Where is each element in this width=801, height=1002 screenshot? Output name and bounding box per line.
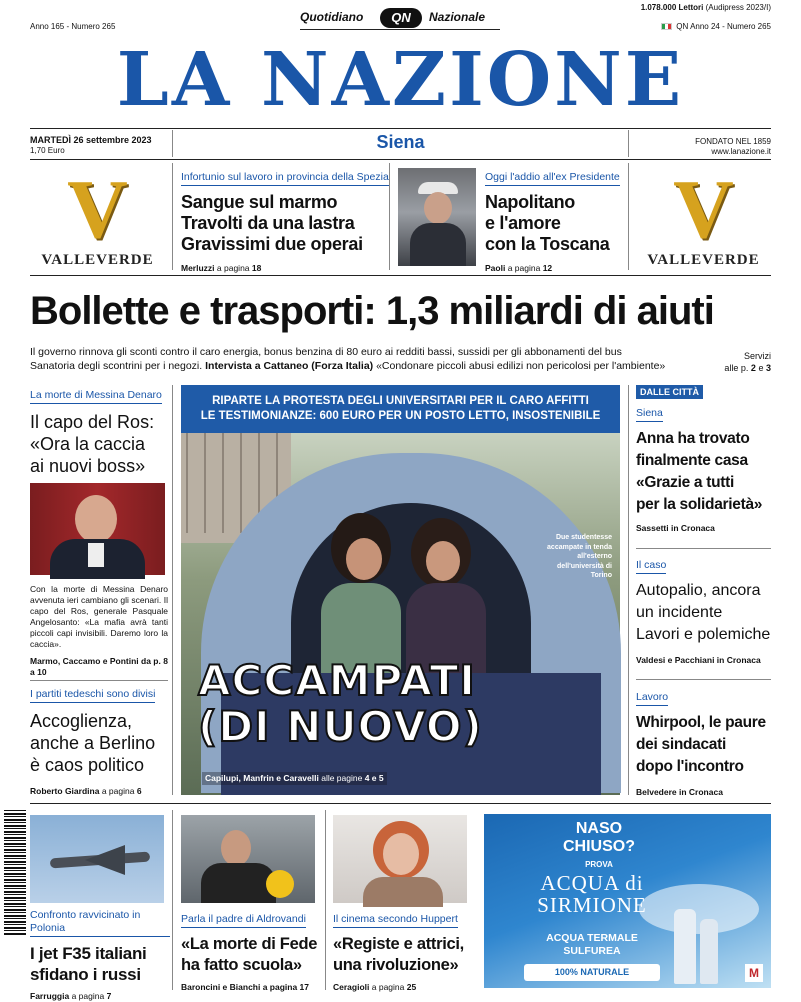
price: 1,70 Euro (30, 146, 65, 155)
flag-icon (661, 23, 672, 30)
story-line3: ai nuovi boss» (30, 456, 146, 476)
newspaper-title: LA NAZIONE (116, 37, 685, 123)
story-line2: un incidente (636, 604, 723, 621)
qn-left: Quotidiano (300, 10, 364, 24)
ad-sub: ACQUA TERMALE SULFUREA (546, 932, 638, 957)
website[interactable]: www.lanazione.it (711, 147, 771, 156)
story-line1: I jet F35 italiani (30, 944, 147, 963)
story-line3: Gravissimi due operai (181, 234, 363, 254)
story-line1: «La morte di Fede (181, 935, 318, 953)
story-credit: Baroncini e Bianchi a pagina 17 (181, 982, 310, 992)
story-kicker: Oggi l'addio all'ex Presidente (485, 171, 620, 186)
ad-prova: PROVA (585, 860, 613, 869)
barcode-icon (4, 810, 26, 935)
ad-brand-logo-icon: M (745, 964, 763, 982)
founded: FONDATO NEL 1859 (695, 137, 771, 146)
story-credit: Roberto Giardina a pagina 6 (30, 786, 142, 796)
story-credit: Belvedere in Cronaca (636, 787, 723, 797)
story-line1: Anna ha trovato (636, 430, 750, 447)
banner-line2: LE TESTIMONIANZE: 600 EURO PER UN POSTO LETTO, INSOSTENIBILE (200, 410, 601, 422)
story-line2: Travolti da una lastra (181, 213, 355, 233)
qn-logo: QN (380, 8, 422, 28)
dalle-citta-badge: DALLE CITTÀ (636, 385, 703, 399)
story-kicker: Il cinema secondo Huppert (333, 913, 458, 928)
story-line1: Il capo del Ros: (30, 412, 155, 432)
story-anna[interactable] (636, 403, 776, 534)
story-kicker: Parla il padre di Aldrovandi (181, 913, 306, 928)
main-headline[interactable]: Bollette e trasporti: 1,3 miliardi di aiuti (30, 289, 714, 333)
huppert-photo (333, 815, 467, 903)
story-credit: Valdesi e Pacchiani in Cronaca (636, 655, 761, 665)
story-line2: ha fatto scuola» (181, 956, 302, 974)
valleverde-ad-left[interactable] (30, 163, 165, 269)
story-line1: «Registe e attrici, (333, 935, 464, 953)
ad-brand: ACQUA di SIRMIONE (537, 871, 647, 917)
valleverde-name: VALLEVERDE (41, 252, 154, 268)
angelosanto-photo (30, 483, 165, 575)
edition: Siena (376, 132, 425, 152)
story-line2: finalmente casa (636, 452, 748, 469)
story-f35[interactable] (30, 909, 170, 1002)
story-line3: Lavori e polemiche (636, 626, 771, 643)
story-line2: dei sindacati (636, 736, 726, 753)
valleverde-name: VALLEVERDE (647, 252, 760, 268)
tent-photo-caption: Due studentesse accampate in tenda all'esterno dell'università di Torino (547, 534, 612, 579)
protest-banner[interactable] (181, 385, 620, 433)
qn-right: Nazionale (429, 10, 486, 24)
story-kicker: I partiti tedeschi sono divisi (30, 688, 155, 703)
story-line1: Accoglienza, (30, 711, 133, 731)
main-pages: Servizi alle p. 2 e 3 (724, 351, 771, 373)
story-credit: Paoli a pagina 12 (485, 263, 553, 273)
story-kicker: Confronto ravvicinato in Polonia (30, 909, 170, 937)
story-huppert[interactable] (333, 909, 478, 993)
accampati-headline[interactable]: ACCAMPATI (DI NUOVO) (198, 656, 483, 751)
story-credit: Farruggia a pagina 7 (30, 991, 112, 1001)
story-ros[interactable] (30, 385, 168, 477)
banner-line1: RIPARTE LA PROTESTA DEGLI UNIVERSITARI PER IL CARO AFFITTI (212, 395, 589, 407)
ros-credit: Marmo, Caccamo e Pontini da p. 8 a 10 (30, 656, 168, 677)
story-kicker: Il caso (636, 559, 666, 574)
story-line2: e l'amore (485, 213, 561, 233)
ad-badge: 100% NATURALE (524, 964, 660, 981)
story-line2: sfidano i russi (30, 965, 141, 984)
ad-naso: NASO CHIUSO? (563, 820, 635, 855)
f35-photo (30, 815, 164, 903)
readers: 1.078.000 Lettori (Audipress 2023/I) (640, 3, 771, 12)
qn-issue: QN Anno 24 - Numero 265 (661, 22, 771, 32)
story-kicker: Lavoro (636, 691, 668, 706)
story-line1: Sangue sul marmo (181, 192, 338, 212)
story-credit: Sassetti in Cronaca (636, 523, 715, 533)
story-aldrovandi[interactable] (181, 909, 326, 993)
story-line4: per la solidarietà» (636, 496, 763, 513)
story-whirpool[interactable] (636, 687, 776, 798)
story-line1: Whirpool, le paure (636, 714, 766, 731)
napolitano-photo (398, 168, 476, 266)
aldrovandi-photo (181, 815, 315, 903)
acqua-sirmione-ad[interactable] (484, 814, 771, 988)
story-marmo[interactable] (181, 167, 389, 274)
story-credit: Merluzzi a pagina 18 (181, 263, 262, 273)
main-body: Il governo rinnova gli sconti contro il caro energia, bonus benzina di 80 euro ai redditi bassi, sussidi per gli abbonamenti del bus Sanatoria degli scontrini per i negozi. Intervista a Cattaneo (Forza Italia) «Condonare piccoli abusi edilizi non pericolosi per l'ambiente» (30, 346, 666, 372)
story-line2: una rivoluzione» (333, 956, 459, 974)
date: MARTEDÌ 26 settembre 2023 (30, 135, 152, 145)
story-kicker: Infortunio sul lavoro in provincia della Spezia (181, 171, 389, 186)
tent-credit: Capilupi, Manfrin e Caravelli alle pagine 4 e 5 (202, 772, 387, 785)
story-line3: «Grazie a tutti (636, 474, 734, 491)
story-kicker: La morte di Messina Denaro (30, 389, 162, 404)
valleverde-logo-icon: V (673, 163, 734, 256)
issue-number: Anno 165 - Numero 265 (30, 22, 116, 31)
story-line1: Autopalio, ancora (636, 582, 761, 599)
story-napolitano[interactable] (485, 167, 620, 274)
ros-caption: Con la morte di Messina Denaro avvenuta ieri cambiano gli scenari. Il capo del Ros, generale Pasquale Angelosanto: «La mafia avrà tanti piccoli capi invisibili. Daremo loro la caccia». (30, 584, 168, 649)
valleverde-logo-icon: V (67, 163, 128, 256)
story-line2: anche a Berlino (30, 733, 156, 753)
story-line2: «Ora la caccia (30, 434, 146, 454)
story-line3: con la Toscana (485, 234, 610, 254)
valleverde-ad-right[interactable] (636, 163, 771, 269)
story-line3: è caos politico (30, 755, 145, 775)
story-line3: dopo l'incontro (636, 758, 744, 775)
story-kicker: Siena (636, 407, 663, 422)
story-line1: Napolitano (485, 192, 575, 212)
story-berlino[interactable] (30, 684, 168, 797)
story-autopalio[interactable] (636, 555, 776, 666)
story-credit: Ceragioli a pagina 25 (333, 982, 417, 992)
